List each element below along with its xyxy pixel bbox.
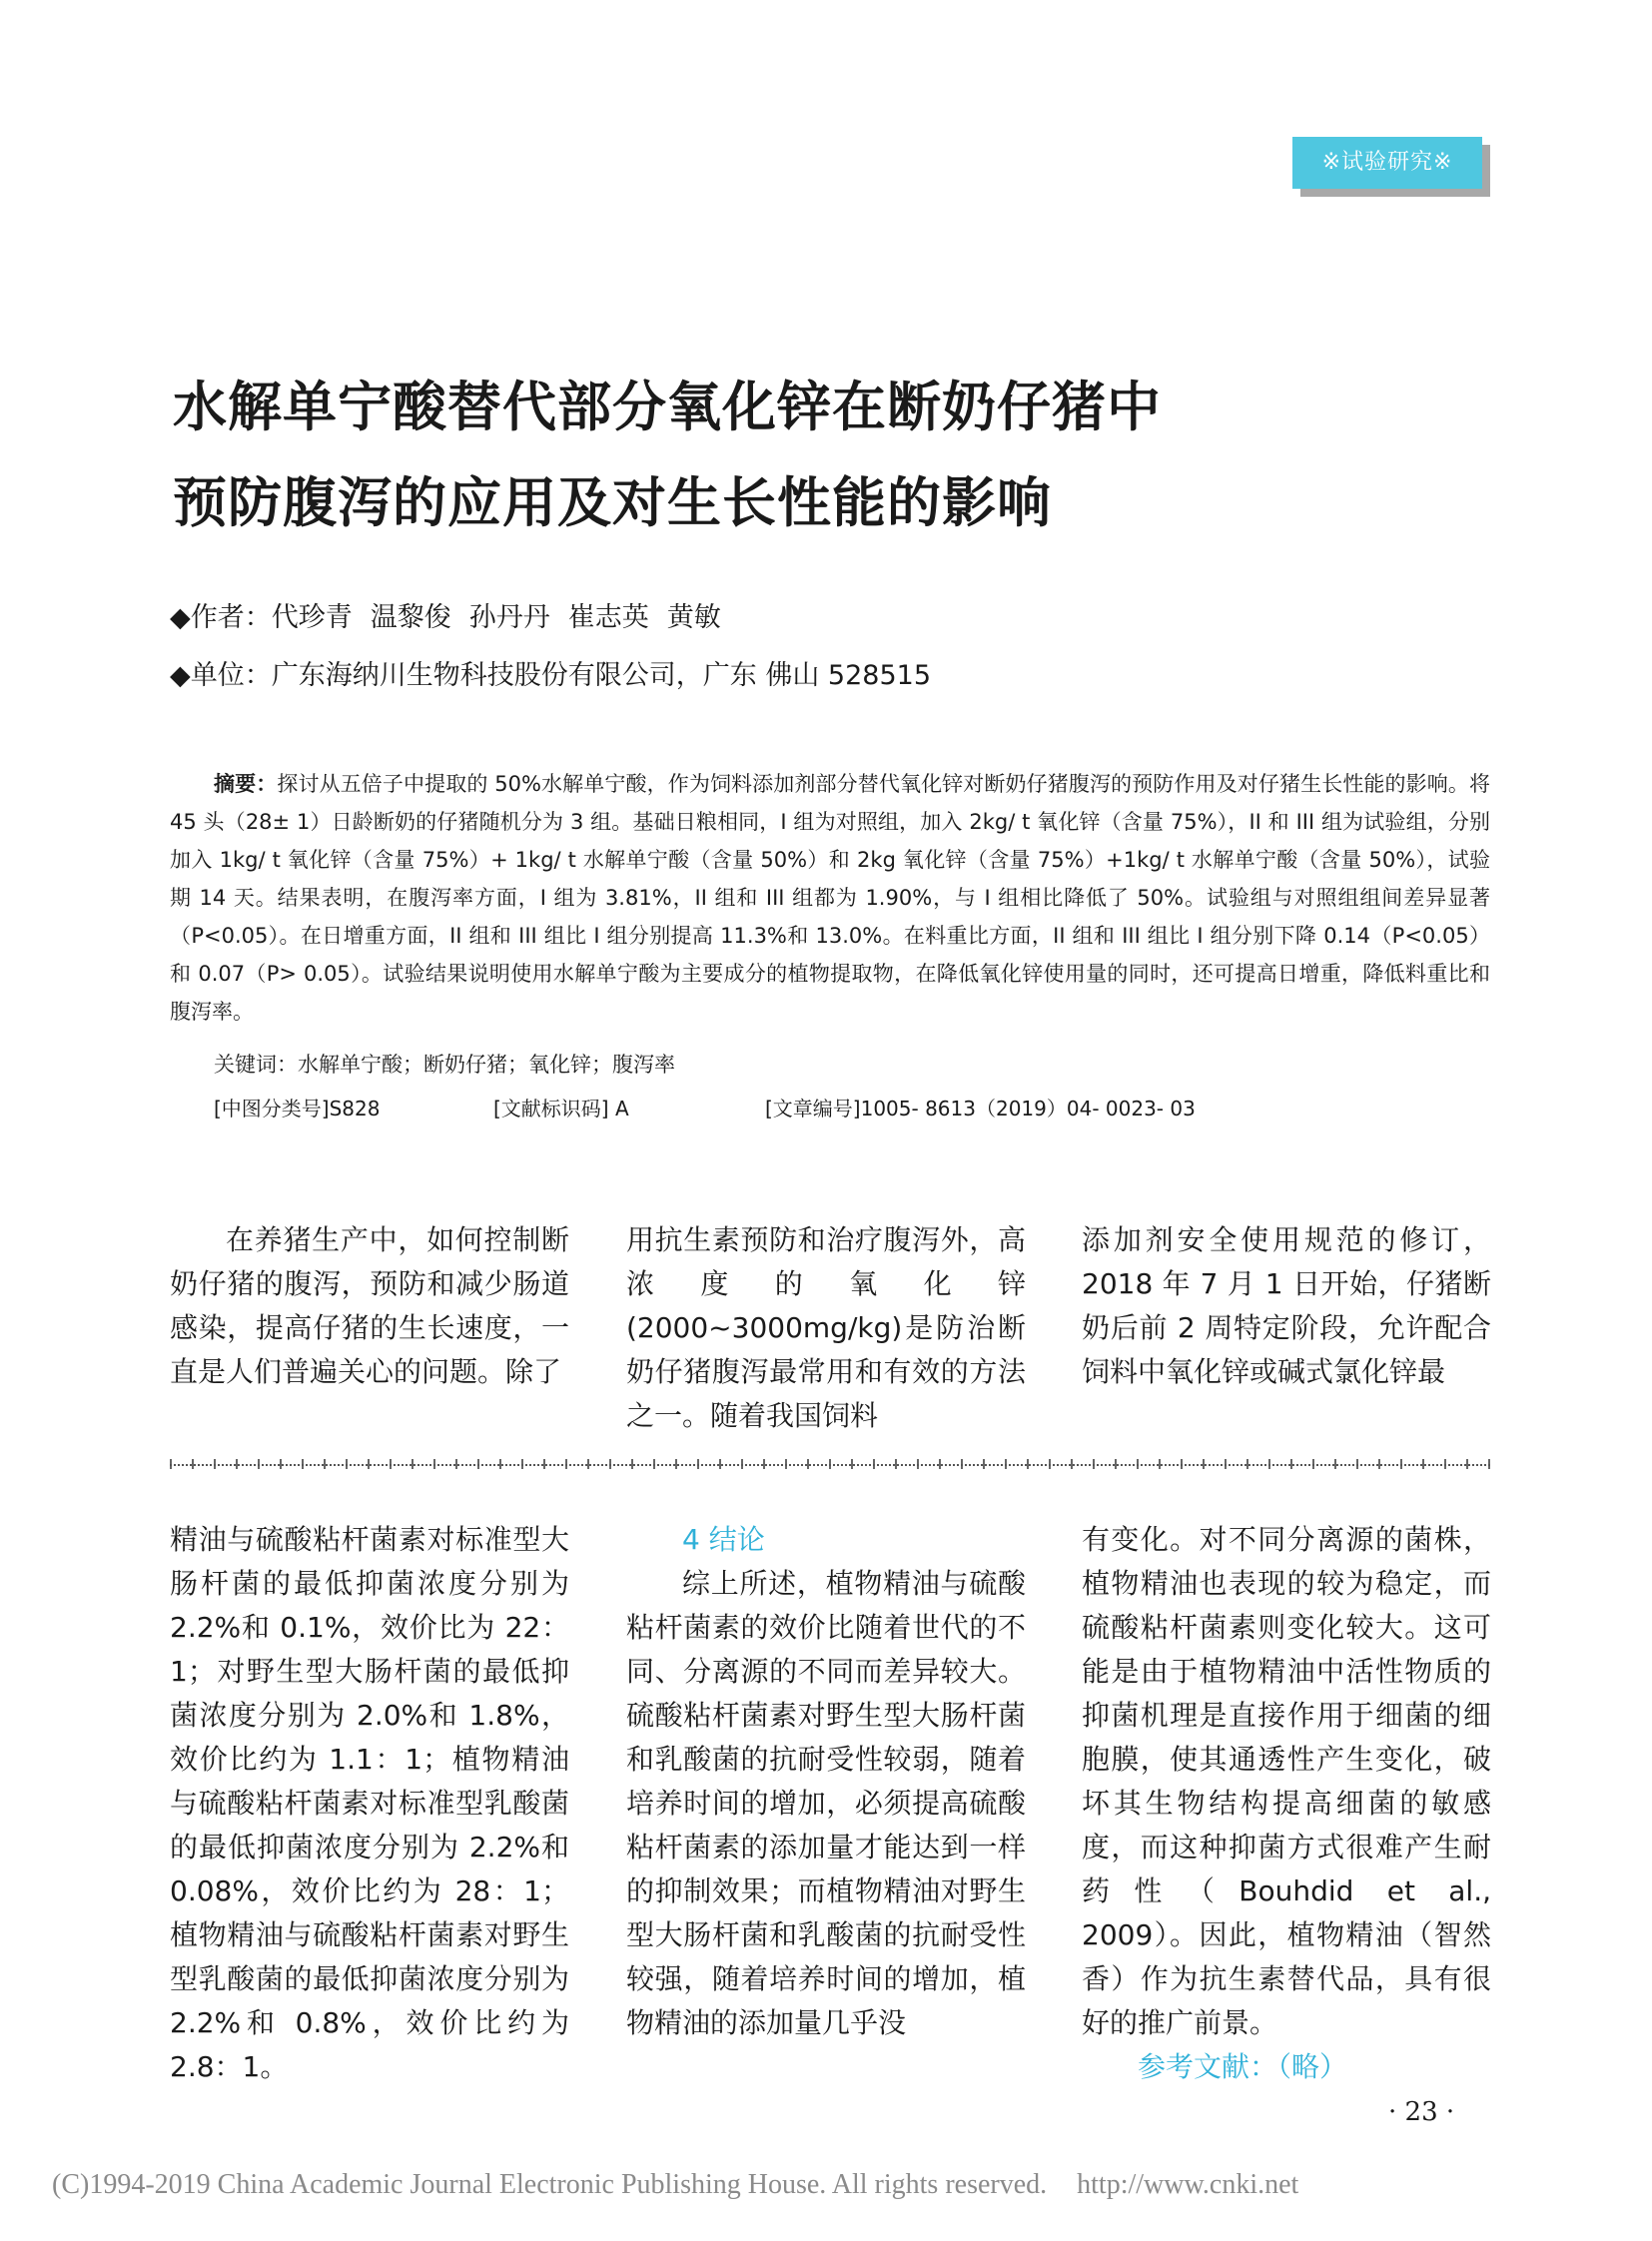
intro-column-3 — [1082, 1218, 1491, 1394]
references-heading: 参考文献：（略） — [1138, 2050, 1348, 2083]
body-paragraph: 综上所述，植物精油与硫酸粘杆菌素的效价比随着世代的不同、分离源的不同而差异较大。硫酸粘杆菌素对野生型大肠杆菌和乳酸菌的抗耐受性较弱，随着培养时间的增加，必须提高硫酸粘杆菌素的添加量才能达到一样的抑制效果；而植物精油对野生型大肠杆菌和乳酸菌的抗耐受性较强，随着培养时间的增加，植物精油的添加量几乎没 — [626, 1567, 1026, 2039]
copyright-footer — [52, 2169, 1298, 2201]
title-line-2: 预防腹泻的应用及对生长性能的影响 — [173, 471, 1052, 534]
body-paragraph: 有变化。对不同分离源的菌株，植物精油也表现的较为稳定，而硫酸粘杆菌素则变化较大。这可能是由于植物精油中活性物质的抑菌机理是直接作用于细菌的细胞膜，使其通透性产生变化，破坏其生物结构提高细菌的敏感度，而这种抑菌方式很难产生耐药性（Bouhdid et al., 2009）。因此，植物精油（智然香）作为抗生素替代品，具有很好的推广前景。 — [1082, 1523, 1491, 2039]
page-number: · 23 · — [1388, 2097, 1455, 2127]
intro-paragraph: 在养猪生产中，如何控制断奶仔猪的腹泻，预防和减少肠道感染，提高仔猪的生长速度，一直是人们普遍关心的问题。除了 — [170, 1223, 569, 1388]
intro-column-2 — [626, 1218, 1026, 1438]
author-name: 孙丹丹 — [468, 602, 550, 633]
intro-paragraph: 用抗生素预防和治疗腹泻外，高浓度的氧化锌(2000~3000mg/kg)是防治断奶仔猪腹泻最常用和有效的方法之一。随着我国饲料 — [626, 1223, 1026, 1432]
clc-number: [中图分类号]S828 — [214, 1097, 381, 1120]
abstract-text: 探讨从五倍子中提取的 50%水解单宁酸，作为饲料添加剂部分替代氧化锌对断奶仔猪腹泻的预防作用及对仔猪生长性能的影响。将 45 头（28± 1）日龄断奶的仔猪随机分为 3 组。基础日粮相同，I 组为对照组，加入 2kg/ t 氧化锌（含量 75%），II 和 III 组为试验组，分别加入 1kg/ t 氧化锌（含量 75%）+ 1kg/ t 水解单宁酸（含量 50%）和 2kg 氧化锌（含量 75%）+1kg/ t 水解单宁酸（含量 50%），试验期 14 天。结果表明，在腹泻率方面，I 组为 3.81%，II 组和 III 组都为 1.90%，与 I 组相比降低了 50%。试验组与对照组组间差异显著（P<0.05）。在日增重方面，II 组和 III 组比 I 组分别提高 11.3%和 13.0%。在料重比方面，II 组和 III 组比 I 组分别下降 0.14（P<0.05）和 0.07（P> 0.05）。试验结果说明使用水解单宁酸为主要成分的植物提取物，在降低氧化锌使用量的同时，还可提高日增重，降低料重比和腹泻率。 — [170, 772, 1490, 1024]
abstract — [170, 765, 1490, 1031]
author-name: 温黎俊 — [370, 602, 451, 633]
affiliation-label: ◆单位： — [170, 660, 272, 691]
title-line-1: 水解单宁酸替代部分氧化锌在断奶仔猪中 — [173, 375, 1162, 438]
section-divider-ticks — [170, 1459, 1490, 1469]
affiliation-text: 广东海纳川生物科技股份有限公司，广东 佛山 528515 — [271, 660, 931, 691]
footer-url: http://www.cnki.net — [1077, 2169, 1299, 2200]
section-heading-conclusion: 4 结论 — [682, 1523, 765, 1556]
article-title — [173, 360, 1471, 551]
author-name: 代珍青 — [271, 602, 353, 633]
section-tag: ※试验研究※ — [1292, 137, 1482, 189]
intro-paragraph: 添加剂安全使用规范的修订，2018 年 7 月 1 日开始，仔猪断奶后前 2 周特定阶段，允许配合饲料中氧化锌或碱式氯化锌最 — [1082, 1223, 1491, 1388]
authors-line — [170, 595, 739, 634]
authors-label: ◆作者： — [170, 602, 272, 633]
affiliation-line — [170, 653, 931, 692]
intro-column-1 — [170, 1218, 569, 1394]
body-paragraph: 精油与硫酸粘杆菌素对标准型大肠杆菌的最低抑菌浓度分别为 2.2%和 0.1%，效价比为 22：1；对野生型大肠杆菌的最低抑菌浓度分别为 2.0%和 1.8%，效价比约为 1.1：1；植物精油与硫酸粘杆菌素对标准型乳酸菌的最低抑菌浓度分别为 2.2%和 0.08%，效价比约为 28：1；植物精油与硫酸粘杆菌素对野生型乳酸菌的最低抑菌浓度分别为 2.2%和 0.8%，效价比约为 2.8：1。 — [170, 1523, 569, 2083]
document-code: [文献标识码] A — [493, 1097, 629, 1120]
abstract-lead: 摘要： — [214, 772, 278, 796]
author-name: 崔志英 — [567, 602, 649, 633]
body-column-2 — [626, 1518, 1026, 2045]
article-number: [文章编号]1005- 8613（2019）04- 0023- 03 — [765, 1097, 1196, 1120]
author-name: 黄敏 — [666, 602, 721, 633]
body-column-1 — [170, 1518, 569, 2089]
body-column-3 — [1082, 1518, 1491, 2089]
keywords: 关键词：水解单宁酸；断奶仔猪；氧化锌；腹泻率 — [214, 1053, 675, 1077]
copyright-text: (C)1994-2019 China Academic Journal Electronic Publishing House. All rights reserved. — [52, 2169, 1048, 2200]
